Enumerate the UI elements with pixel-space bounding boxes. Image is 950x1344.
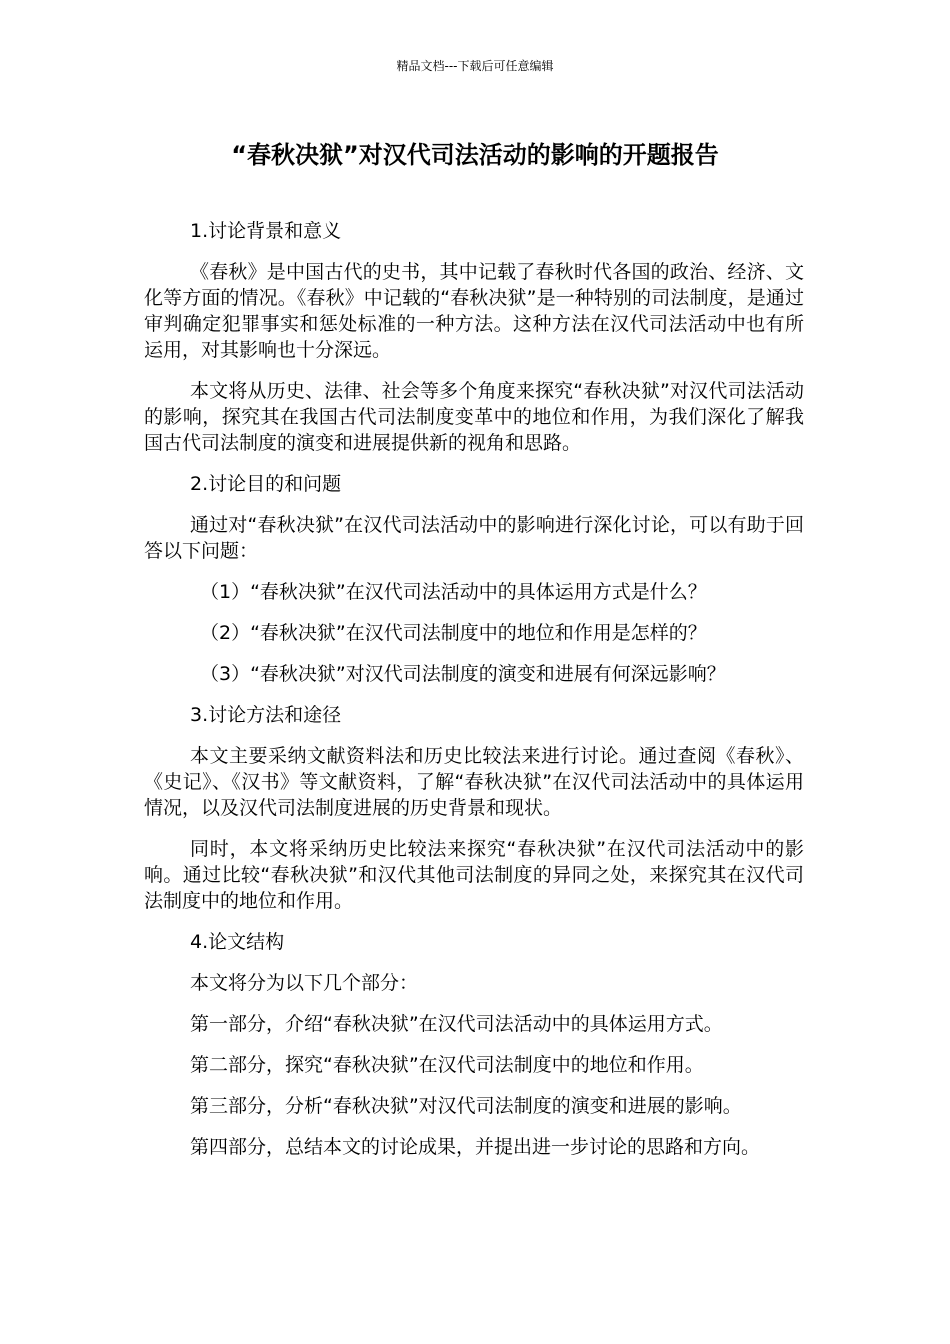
section-1-heading: 1.讨论背景和意义 [190,220,342,242]
structure-part-3: 第三部分，分析“春秋决狱”对汉代司法制度的演变和进展的影响。 [190,1095,742,1117]
structure-part-2: 第二部分，探究“春秋决狱”在汉代司法制度中的地位和作用。 [190,1054,704,1076]
section-1-paragraph-1: 《春秋》是中国古代的史书，其中记载了春秋时代各国的政治、经济、文化等方面的情况。《春秋》中记载的“春秋决狱”是一种特别的司法制度，是通过审判确定犯罪事实和惩处标准的一种方法。这种方法在汉代司法活动中也有所运用，对其影响也十分深远。 [144,261,804,361]
document-title: “春秋决狱”对汉代司法活动的影响的开题报告 [231,141,719,169]
section-3-heading: 3.讨论方法和途径 [190,704,342,726]
research-question-1: （1）“春秋决狱”在汉代司法活动中的具体运用方式是什么？ [200,581,707,603]
section-4-heading: 4.论文结构 [190,931,285,953]
structure-part-1: 第一部分，介绍“春秋决狱”在汉代司法活动中的具体运用方式。 [190,1013,723,1035]
section-3-paragraph-2: 同时，本文将采纳历史比较法来探究“春秋决狱”在汉代司法活动中的影响。通过比较“春秋决狱”和汉代其他司法制度的异同之处，来探究其在汉代司法制度中的地位和作用。 [144,838,804,912]
section-2-heading: 2.讨论目的和问题 [190,473,342,495]
structure-part-4: 第四部分，总结本文的讨论成果，并提出进一步讨论的思路和方向。 [190,1136,761,1158]
section-3-paragraph-1: 本文主要采纳文献资料法和历史比较法来进行讨论。通过查阅《春秋》、《史记》、《汉书》等文献资料，了解“春秋决狱”在汉代司法活动中的具体运用情况，以及汉代司法制度进展的历史背景和现状。 [144,745,804,819]
research-question-3: （3）“春秋决狱”对汉代司法制度的演变和进展有何深远影响？ [200,663,726,685]
section-2-paragraph-1: 通过对“春秋决狱”在汉代司法活动中的影响进行深化讨论，可以有助于回答以下问题： [144,514,804,562]
structure-intro: 本文将分为以下几个部分： [190,972,419,994]
page-header: 精品文档---下载后可任意编辑 [396,59,554,73]
document-body [144,218,804,1175]
section-1-paragraph-2: 本文将从历史、法律、社会等多个角度来探究“春秋决狱”对汉代司法活动的影响，探究其在我国古代司法制度变革中的地位和作用，为我们深化了解我国古代司法制度的演变和进展提供新的视角和思路。 [144,380,804,454]
research-question-2: （2）“春秋决狱”在汉代司法制度中的地位和作用是怎样的？ [200,622,707,644]
